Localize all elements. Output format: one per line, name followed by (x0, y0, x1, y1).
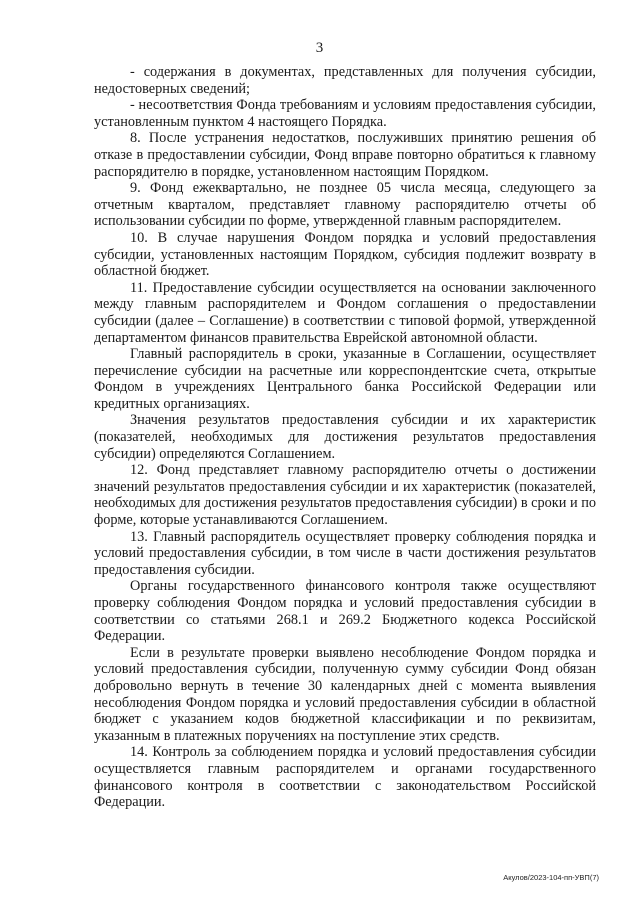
document-body (94, 64, 596, 811)
paragraph: - содержания в документах, представленных для получения субсидии, недостоверных сведений; (94, 64, 596, 97)
paragraph: 12. Фонд представляет главному распорядителю отчеты о достижении значений результатов предоставления субсидии и их характеристик (показателей, необходимых для достижения результатов предоставления субсидии) в сроки и по форме, которые устанавливаются Соглашением. (94, 462, 596, 529)
paragraph: 11. Предоставление субсидии осуществляется на основании заключенного между главным распорядителем и Фондом соглашения о предоставлении субсидии (далее – Соглашение) в соответствии с типовой формой, утвержденной департаментом финансов правительства Еврейской автономной области. (94, 279, 596, 346)
paragraph: - несоответствия Фонда требованиям и условиям предоставления субсидии, установленным пунктом 4 настоящего Порядка. (94, 97, 596, 130)
paragraph: Органы государственного финансового контроля также осуществляют проверку соблюдения Фондом порядка и условий предоставления субсидии в соответствии со статьями 268.1 и 269.2 Бюджетного кодекса Российской Федерации. (94, 578, 596, 645)
paragraph: 14. Контроль за соблюдением порядка и условий предоставления субсидии осуществляется главным распорядителем и органами государственного финансового контроля в соответствии с законодательством Российской Федерации. (94, 744, 596, 811)
paragraph: 8. После устранения недостатков, послуживших принятию решения об отказе в предоставлении субсидии, Фонд вправе повторно обратиться к главному распорядителю в порядке, установленном настоящим Порядком. (94, 130, 596, 180)
page-number: 3 (315, 40, 324, 56)
paragraph: Значения результатов предоставления субсидии и их характеристик (показателей, необходимых для достижения результатов предоставления субсидии) определяются Соглашением. (94, 412, 596, 462)
paragraph: 10. В случае нарушения Фондом порядка и условий предоставления субсидии, установленных настоящим Порядком, субсидия подлежит возврату в областной бюджет. (94, 229, 596, 280)
paragraph: Если в результате проверки выявлено несоблюдение Фондом порядка и условий предоставления субсидии, полученную сумму субсидии Фонд обязан добровольно вернуть в течение 30 календарных дней с момента выявления несоблюдения Фондом порядка и условий предоставления субсидии в областной бюджет с указанием кодов бюджетной классификации и по реквизитам, указанным в платежных поручениях на поступление этих средств. (94, 644, 596, 744)
paragraph: 13. Главный распорядитель осуществляет проверку соблюдения порядка и условий предоставления субсидии, в том числе в части достижения результатов предоставления субсидии. (94, 528, 596, 578)
document-registration-code: Акулов/2023-104-пп-УВП(7) (503, 873, 599, 882)
paragraph: Главный распорядитель в сроки, указанные в Соглашении, осуществляет перечисление субсидии на расчетные или корреспондентские счета, открытые Фондом в учреждениях Центрального банка Российской Федерации или кредитных организациях. (94, 346, 596, 412)
paragraph: 9. Фонд ежеквартально, не позднее 05 числа месяца, следующего за отчетным кварталом, представляет главному распорядителю отчеты об использовании субсидии по форме, утвержденной главным распорядителем. (94, 180, 596, 230)
